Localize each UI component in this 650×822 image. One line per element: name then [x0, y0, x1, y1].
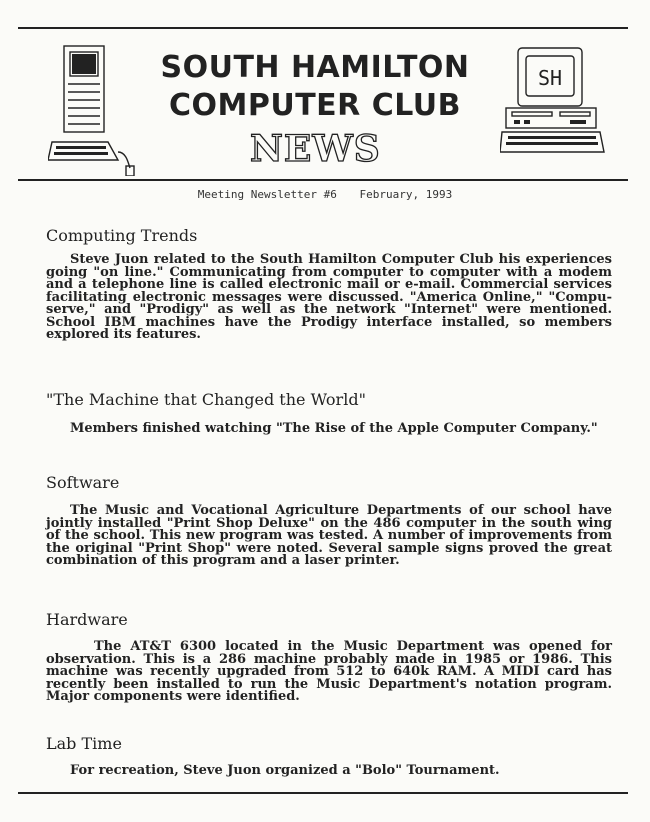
- section-body-hardware: [46, 641, 612, 704]
- masthead-news: NEWS: [250, 128, 381, 170]
- section-heading-lab-time: Lab Time: [46, 734, 122, 753]
- section-heading-computing-trends: Computing Trends: [46, 226, 198, 245]
- masthead-line2: COMPUTER CLUB: [168, 88, 461, 123]
- section-text: Steve Juon related to the South Hamilton Computer Club his experiences going "on line." Communicating from computer to computer with a modem and a telephone line is called electronic mail or e-mail. Commercial services facilitating electronic messages were discussed. "America Online," "Compu-serve," and "Prodigy" as well as the network "Internet" were mentioned. School IBM machines have the Prodigy interface installed, so members explored its features.: [46, 252, 612, 342]
- section-body-software: [46, 505, 612, 568]
- section-heading-machine: "The Machine that Changed the World": [46, 390, 366, 409]
- section-text: The Music and Vocational Agriculture Departments of our school have jointly installed "Print Shop Deluxe" on the 486 computer in the south wing of the school. This new program was tested. A number of improvements from the original "Print Shop" were noted. Several sample signs proved the great combination of this program and a laser printer.: [46, 503, 612, 568]
- bottom-rule: [18, 792, 628, 794]
- newsletter-date: February, 1993: [359, 188, 453, 201]
- section-heading-software: Software: [46, 473, 120, 492]
- masthead-line1: SOUTH HAMILTON: [160, 50, 470, 85]
- section-heading-hardware: Hardware: [46, 610, 128, 629]
- right-computer-icon: [500, 46, 606, 156]
- section-body-machine: [46, 423, 612, 436]
- section-body-lab-time: [46, 765, 612, 778]
- header-rule: [18, 179, 628, 181]
- section-text: The AT&T 6300 located in the Music Department was opened for observation. This is a 286 machine probably made in 1985 or 1986. This machine was recently upgraded from 512 to 640k RAM. A MIDI card has recently been installed to run the Music Department's notation program. Major components were identified.: [46, 639, 612, 704]
- section-body-computing-trends: [46, 254, 612, 342]
- newsletter-number: Meeting Newsletter #6: [197, 188, 337, 201]
- newsletter-meta: [0, 188, 650, 201]
- section-text: For recreation, Steve Juon organized a "Bolo" Tournament.: [70, 763, 500, 778]
- right-monitor-text: SH: [537, 66, 563, 90]
- top-rule: [18, 27, 628, 29]
- section-text: Members finished watching "The Rise of the Apple Computer Company.": [70, 421, 598, 436]
